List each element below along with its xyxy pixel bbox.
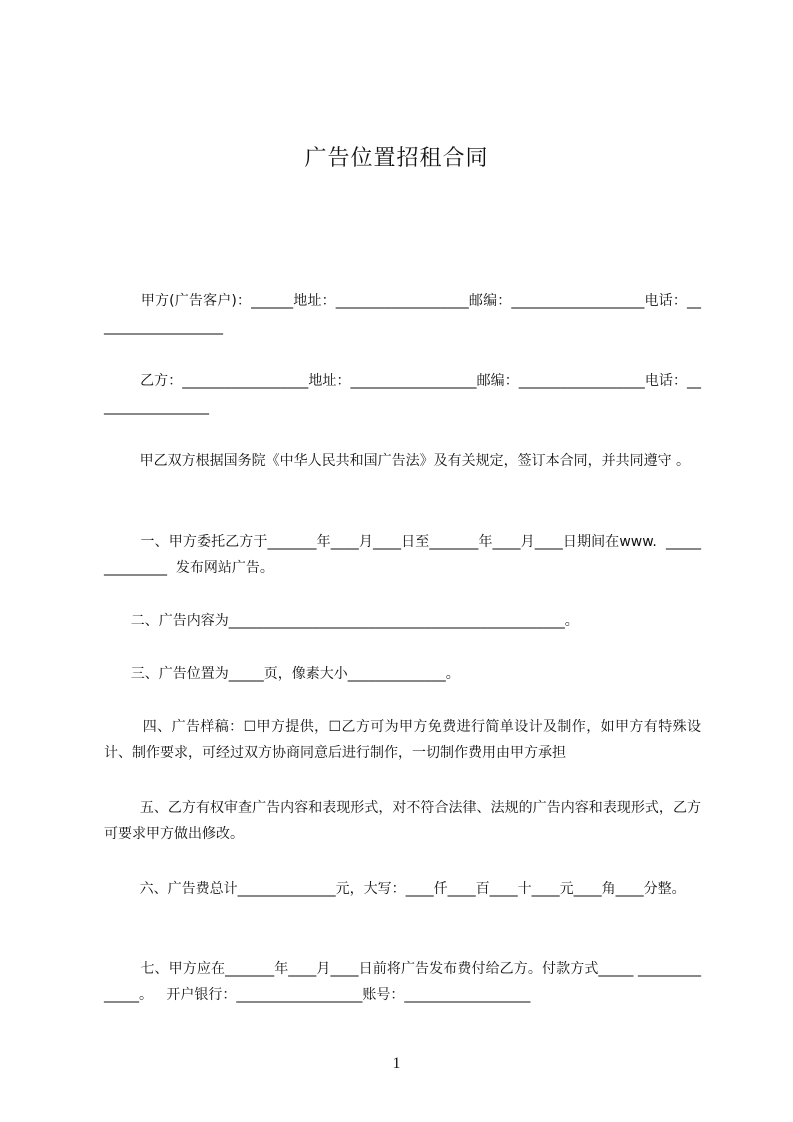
party-a-clause: 甲方(广告客户)：______地址：___________________邮编：___________________电话：___________________ xyxy=(104,293,701,335)
page-number: 1 xyxy=(392,1055,401,1072)
clause-7: 七、甲方应在_______年____月____日前将广告发布费付给乙方。付款方式_____ ______________。 开户银行：__________________账号：__________________ xyxy=(104,961,701,1003)
clause-2: 二、广告内容为________________________________________________。 xyxy=(104,613,579,629)
clause-1: 一、甲方委托乙方于_______年____月____日至_______年____月____日期间在www. ______________ 发布网站广告。 xyxy=(104,534,701,576)
clause-6: 六、广告费总计______________元，大写：____仟____百____十____元____角____分整。 xyxy=(104,881,686,897)
clause-3: 三、广告位置为_____页，像素大小______________。 xyxy=(104,666,460,682)
clause-5: 五、乙方有权审查广告内容和表现形式，对不符合法律、法规的广告内容和表现形式，乙方可要求甲方做出修改。 xyxy=(104,800,701,842)
page-title: 广告位置招租合同 xyxy=(304,146,489,171)
clause-4: 四、广告样稿：☐甲方提供，☐乙方可为甲方免费进行简单设计及制作，如甲方有特殊设计、制作要求，可经过双方协商同意后进行制作，一切制作费用由甲方承担 xyxy=(104,719,701,761)
preamble-clause: 甲乙双方根据国务院《中华人民共和国广告法》及有关规定，签订本合同，并共同遵守 。 xyxy=(104,453,691,469)
party-b-clause: 乙方：__________________地址：__________________邮编：__________________电话：_________________ xyxy=(104,373,701,415)
